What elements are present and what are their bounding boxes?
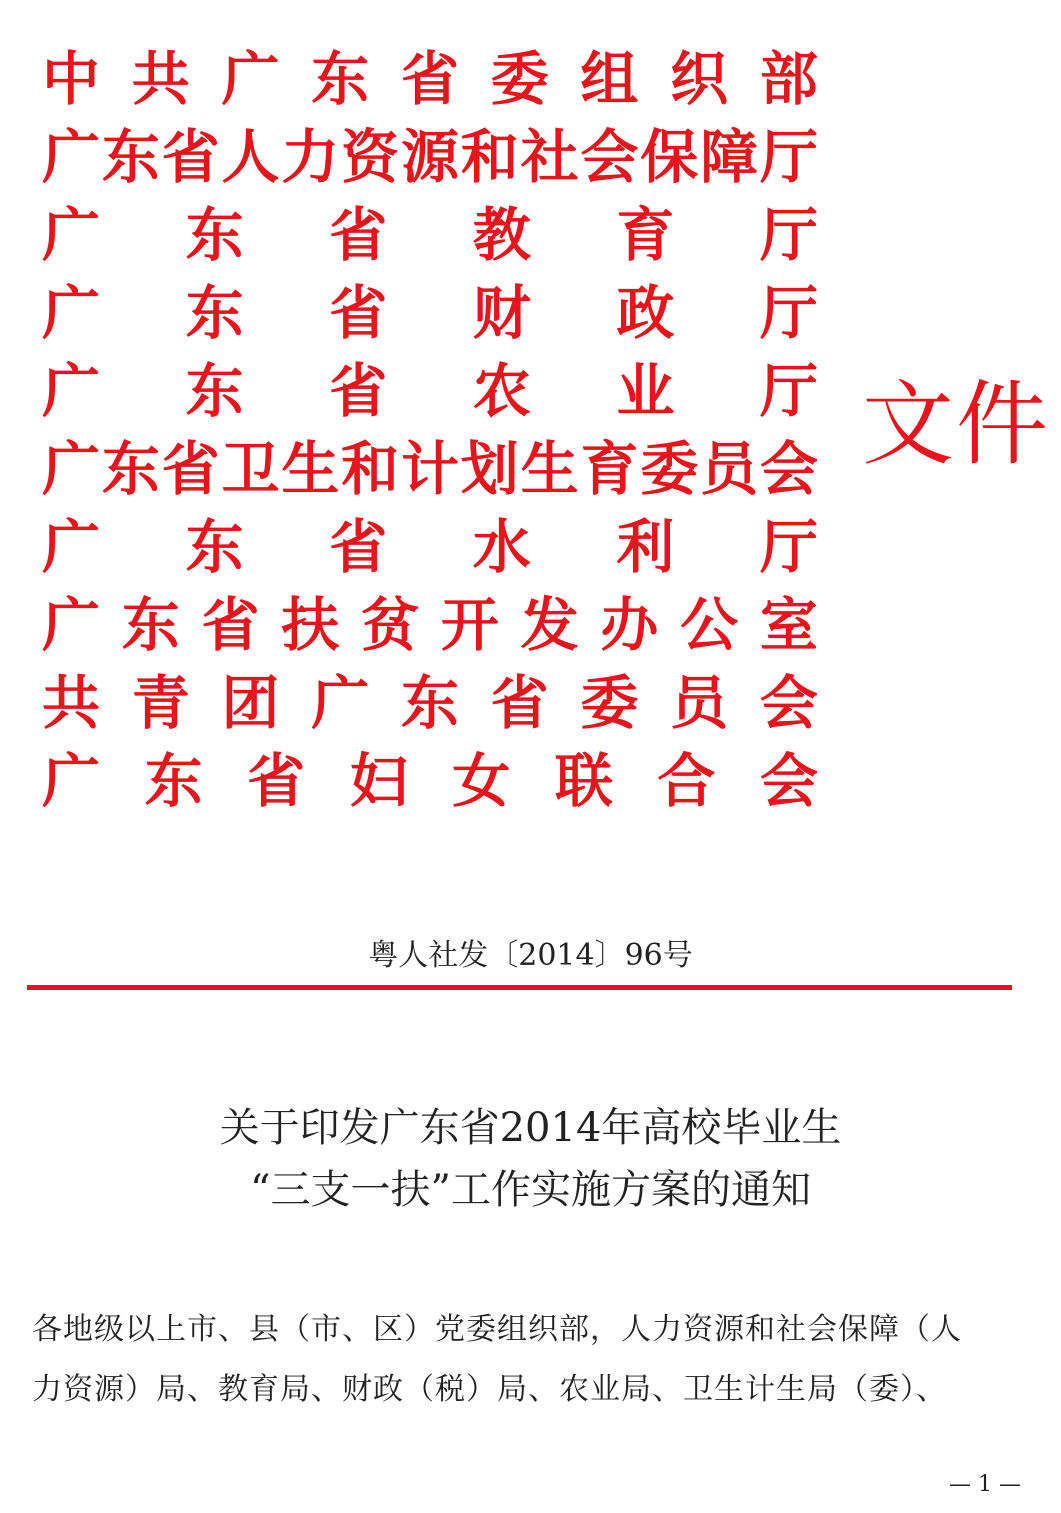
issuer-char: 东 xyxy=(185,279,244,347)
issuer-char: 扶 xyxy=(281,591,340,659)
issuer-char: 省 xyxy=(201,591,260,659)
issuer-row xyxy=(42,118,818,196)
issuer-char: 妇 xyxy=(349,747,408,815)
issuer-char: 农 xyxy=(472,357,531,425)
issuer-char: 委 xyxy=(640,435,699,503)
issuer-char: 保 xyxy=(640,123,699,191)
issuer-char: 会 xyxy=(759,435,818,503)
issuer-char: 东 xyxy=(185,357,244,425)
issuer-char: 部 xyxy=(759,45,818,113)
issuer-char: 广 xyxy=(42,747,101,815)
issuer-char: 省 xyxy=(161,435,220,503)
issuer-char: 厅 xyxy=(759,357,818,425)
issuer-row xyxy=(42,430,818,508)
issuer-char: 委 xyxy=(580,669,639,737)
issuer-char: 会 xyxy=(580,123,639,191)
issuer-char: 业 xyxy=(616,357,675,425)
title-line-1: 关于印发广东省2014年高校毕业生 xyxy=(219,1105,842,1151)
issuer-char: 广 xyxy=(311,669,370,737)
issuer-char: 合 xyxy=(657,747,716,815)
issuer-char: 源 xyxy=(400,123,459,191)
issuer-char: 员 xyxy=(700,435,759,503)
issuer-char: 联 xyxy=(554,747,613,815)
issuer-char: 东 xyxy=(311,45,370,113)
issuer-char: 东 xyxy=(101,435,160,503)
issuer-char: 广 xyxy=(42,591,101,659)
issuer-char: 共 xyxy=(131,45,190,113)
issuer-char: 广 xyxy=(42,513,101,581)
issuer-row xyxy=(42,586,818,664)
issuer-char: 利 xyxy=(616,513,675,581)
document-type-label: 文件 xyxy=(862,371,1051,478)
issuer-char: 政 xyxy=(616,279,675,347)
issuer-char: 女 xyxy=(452,747,511,815)
issuer-char: 厅 xyxy=(759,279,818,347)
issuer-char: 和 xyxy=(341,435,400,503)
issuer-char: 水 xyxy=(472,513,531,581)
issuer-char: 东 xyxy=(121,591,180,659)
body-line-1: 各地级以上市、县（市、区）党委组织部，人力资源和社会保障（人 xyxy=(32,1312,962,1347)
issuer-char: 人 xyxy=(221,123,280,191)
issuer-char: 东 xyxy=(185,201,244,269)
issuer-row xyxy=(42,274,818,352)
issuer-row xyxy=(42,40,818,118)
issuer-char: 东 xyxy=(400,669,459,737)
issuer-char: 共 xyxy=(42,669,101,737)
issuer-char: 办 xyxy=(600,591,659,659)
issuer-char: 团 xyxy=(221,669,280,737)
body-text xyxy=(32,1300,1017,1420)
issuer-char: 厅 xyxy=(759,123,818,191)
issuer-char: 育 xyxy=(616,201,675,269)
issuer-char: 省 xyxy=(161,123,220,191)
issuer-char: 会 xyxy=(759,747,818,815)
issuer-char: 开 xyxy=(440,591,499,659)
issuer-char: 东 xyxy=(185,513,244,581)
issuer-char: 省 xyxy=(490,669,549,737)
issuer-char: 计 xyxy=(400,435,459,503)
issuer-row xyxy=(42,664,818,742)
issuer-char: 广 xyxy=(42,279,101,347)
issuer-char: 广 xyxy=(42,435,101,503)
page-number: — 1 — xyxy=(949,1472,1021,1497)
issuer-row xyxy=(42,742,818,820)
issuer-char: 省 xyxy=(329,279,388,347)
title-line-2: “三支一扶”工作实施方案的通知 xyxy=(250,1167,811,1213)
issuer-char: 障 xyxy=(700,123,759,191)
issuer-char: 织 xyxy=(670,45,729,113)
issuer-char: 广 xyxy=(42,123,101,191)
issuer-char: 中 xyxy=(42,45,101,113)
issuer-char: 员 xyxy=(670,669,729,737)
issuer-char: 教 xyxy=(472,201,531,269)
issuer-char: 省 xyxy=(329,357,388,425)
issuer-char: 广 xyxy=(42,201,101,269)
issuer-row xyxy=(42,508,818,586)
issuer-char: 广 xyxy=(42,357,101,425)
issuer-char: 划 xyxy=(460,435,519,503)
document-title xyxy=(0,1097,1061,1221)
issuer-char: 省 xyxy=(247,747,306,815)
issuer-char: 会 xyxy=(759,669,818,737)
issuer-char: 社 xyxy=(520,123,579,191)
issuer-char: 公 xyxy=(680,591,739,659)
issuer-char: 东 xyxy=(101,123,160,191)
issuer-char: 资 xyxy=(341,123,400,191)
red-divider-line xyxy=(27,985,1012,990)
issuer-char: 室 xyxy=(759,591,818,659)
body-line-2: 力资源）局、教育局、财政（税）局、农业局、卫生计生局（委）、 xyxy=(32,1372,947,1407)
issuer-char: 发 xyxy=(520,591,579,659)
issuer-row xyxy=(42,196,818,274)
issuer-row xyxy=(42,352,818,430)
issuer-char: 和 xyxy=(460,123,519,191)
issuer-char: 生 xyxy=(520,435,579,503)
issuer-char: 厅 xyxy=(759,201,818,269)
issuer-char: 青 xyxy=(131,669,190,737)
issuer-char: 贫 xyxy=(361,591,420,659)
issuer-char: 厅 xyxy=(759,513,818,581)
issuer-char: 育 xyxy=(580,435,639,503)
issuer-char: 广 xyxy=(221,45,280,113)
issuer-char: 省 xyxy=(329,513,388,581)
issuer-char: 省 xyxy=(400,45,459,113)
issuer-char: 省 xyxy=(329,201,388,269)
issuer-char: 生 xyxy=(281,435,340,503)
issuing-authorities xyxy=(42,40,818,820)
issuer-char: 组 xyxy=(580,45,639,113)
issuer-char: 东 xyxy=(144,747,203,815)
document-number: 粤人社发〔2014〕96号 xyxy=(368,938,693,973)
issuer-char: 委 xyxy=(490,45,549,113)
issuer-char: 财 xyxy=(472,279,531,347)
issuer-char: 卫 xyxy=(221,435,280,503)
issuer-char: 力 xyxy=(281,123,340,191)
